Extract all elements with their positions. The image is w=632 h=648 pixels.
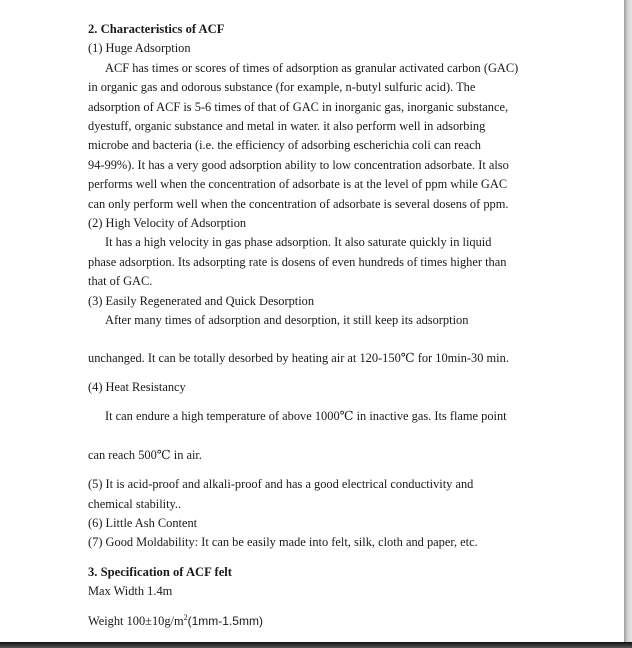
spacer <box>88 465 548 475</box>
spec-max-width: Max Width 1.4m <box>88 584 173 599</box>
spacer <box>88 553 548 563</box>
item-title-moldability: (7) Good Moldability: It can be easily made into felt, silk, cloth and paper, etc. <box>88 535 478 550</box>
text-line: can only perform well when the concentration of adsorbate is several dosens of ppm. <box>88 196 509 211</box>
item-body-huge-adsorption <box>88 59 548 214</box>
window-edge-right <box>624 0 632 648</box>
text-line: performs well when the concentration of adsorbate is at the level of ppm while GAC <box>88 177 508 192</box>
item-title-heat-resistancy: (4) Heat Resistancy <box>88 379 186 394</box>
text-line: ACF has times or scores of times of adsorption as granular activated carbon (GAC) <box>105 60 519 75</box>
spacer <box>88 331 548 349</box>
spec-weight-exponent: 2 <box>183 612 188 622</box>
text-line: dyestuff, organic substance and metal in water. it also perform well in adsorbing <box>88 119 486 134</box>
text-line: unchanged. It can be totally desorbed by heating air at 120-150℃ for 10min-30 min. <box>88 350 509 365</box>
section-heading-characteristics: 2. Characteristics of ACF <box>88 22 225 36</box>
item-title-huge-adsorption: (1) Huge Adsorption <box>88 41 191 56</box>
text-line: chemical stability.. <box>88 496 182 511</box>
text-line: adsorption of ACF is 5-6 times of that of GAC in inorganic gas, inorganic substance, <box>88 99 509 114</box>
text-line: It can endure a high temperature of above 1000℃ in inactive gas. Its flame point <box>105 409 507 424</box>
item-title-ash-content: (6) Little Ash Content <box>88 515 198 530</box>
document-content <box>88 20 548 631</box>
item-acid-proof: (5) It is acid-proof and alkali-proof and has a good electrical conductivity and <box>88 477 474 492</box>
window-edge-bottom <box>0 642 632 648</box>
spec-weight-thickness: (1mm-1.5mm) <box>187 613 263 628</box>
text-line: phase adsorption. Its adsorpting rate is dosens of even hundreds of times higher than <box>88 254 507 269</box>
text-line: that of GAC. <box>88 274 153 289</box>
spacer <box>88 368 548 378</box>
text-line: in organic gas and odorous substance (for example, n-butyl sulfuric acid). The <box>88 80 476 95</box>
item-body-high-velocity <box>88 233 548 291</box>
text-line: It has a high velocity in gas phase adsorption. It also saturate quickly in liquid <box>105 235 492 250</box>
spacer <box>88 602 548 612</box>
text-line: microbe and bacteria (i.e. the efficiency of adsorbing escherichia coli can reach <box>88 138 481 153</box>
spacer <box>88 397 548 407</box>
spacer <box>88 427 548 446</box>
section-heading-specification: 3. Specification of ACF felt <box>88 564 232 579</box>
item-title-regenerated: (3) Easily Regenerated and Quick Desorption <box>88 293 315 308</box>
text-line: 94-99%). It has a very good adsorption ability to low concentration adsorbate. It also <box>88 157 509 172</box>
spec-weight-value: Weight 100±10g/m <box>88 613 184 628</box>
text-line: can reach 500℃ in air. <box>88 447 202 462</box>
spec-weight <box>88 612 548 631</box>
item-title-high-velocity: (2) High Velocity of Adsorption <box>88 216 247 231</box>
text-line: After many times of adsorption and desorption, it still keep its adsorption <box>105 313 469 328</box>
